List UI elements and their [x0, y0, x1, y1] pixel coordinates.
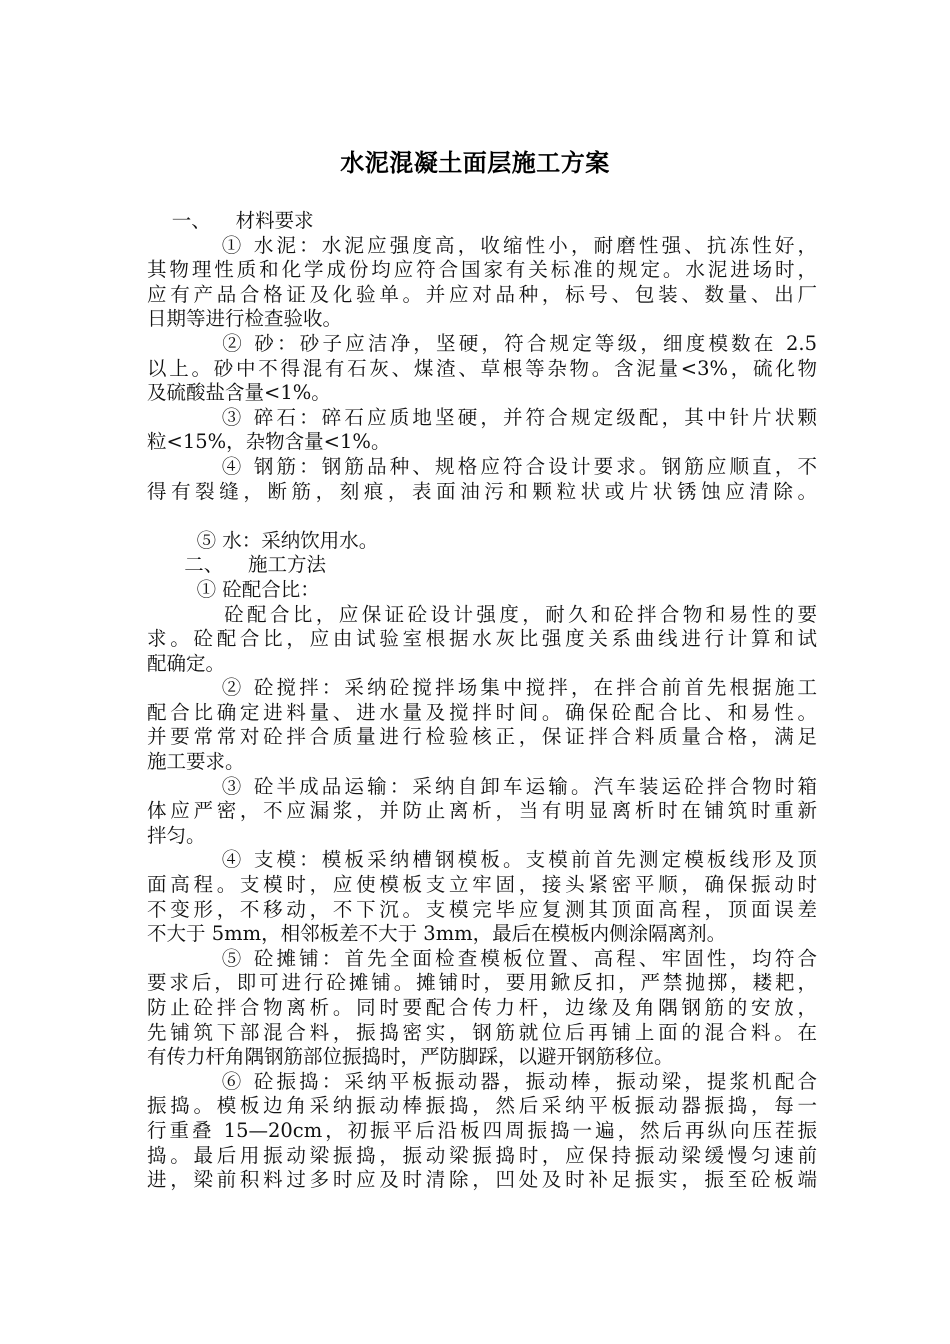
text-line: 振捣。模板边角采纳振动棒振捣，然后采纳平板振动器振捣，每一 [147, 1094, 817, 1118]
text-line: 配确定。 [147, 651, 226, 675]
document-title: 水泥混凝土面层施工方案 [340, 149, 610, 177]
text-line: 求。砼配合比，应由试验室根据水灰比强度关系曲线进行计算和试 [147, 627, 817, 651]
text-line: 施工要求。 [147, 750, 245, 774]
text-line: 及硫酸盐含量<1%。 [147, 381, 331, 405]
text-line: 先铺筑下部混合料，振捣密实，钢筋就位后再铺上面的混合料。在 [147, 1020, 817, 1044]
text-line: 防止砼拌合物离析。同时要配合传力杆，边缘及角隅钢筋的安放， [147, 996, 817, 1019]
blank-line [147, 504, 817, 529]
text-line: 捣。最后用振动梁振捣，振动梁振捣时，应保持振动梁缓慢匀速前 [147, 1143, 817, 1167]
text-line: 进，梁前积料过多时应及时清除，凹处及时补足振实，振至砼板端 [147, 1168, 817, 1192]
text-line: 体应严密，不应漏浆，并防止离析，当有明显离析时在铺筑时重新 [147, 799, 817, 823]
text-line: 不大于 5mm，相邻板差不大于 3mm，最后在模板内侧涂隔离剂。 [147, 922, 727, 946]
text-line: 面高程。支模时，应使模板支立牢固，接头紧密平顺，确保振动时 [147, 873, 817, 897]
text-line: ① 水泥：水泥应强度高，收缩性小，耐磨性强、抗冻性好， [147, 233, 817, 257]
text-line: ④ 支模：模板采纳槽钢模板。支模前首先测定模板线形及顶 [147, 848, 817, 872]
text-line: 粒<15%，杂物含量<1%。 [147, 430, 391, 454]
text-line: 得有裂缝，断筋，刻痕，表面油污和颗粒状或片状锈蚀应清除。 [147, 479, 817, 503]
text-line: 其物理性质和化学成份均应符合国家有关标准的规定。水泥进场时， [147, 258, 817, 282]
text-line: 以上。砂中不得混有石灰、煤渣、草根等杂物。含泥量<3%，硫化物 [147, 356, 817, 380]
text-line: ⑥ 砼振捣：采纳平板振动器，振动棒，振动梁，提浆机配合 [147, 1069, 817, 1093]
text-line: 砼配合比，应保证砼设计强度，耐久和砼拌合物和易性的要 [147, 602, 817, 626]
text-line: 配合比确定进料量、进水量及搅拌时间。确保砼配合比、和易性。 [147, 700, 817, 724]
text-line: ⑤ 水：采纳饮用水。 [147, 528, 379, 552]
section-heading: 二、 施工方法 [147, 553, 326, 577]
text-line: ② 砂：砂子应洁净，坚硬，符合规定等级，细度模数在 2.5 [147, 331, 817, 355]
text-line: 行重叠 15—20cm，初振平后沿板四周振捣一遍，然后再纵向压茬振 [147, 1118, 817, 1142]
section-heading: 一、 材料要求 [147, 209, 314, 232]
text-line: ③ 砼半成品运输：采纳自卸车运输。汽车装运砼拌合物时箱 [147, 774, 817, 798]
text-line: 应有产品合格证及化验单。并应对品种，标号、包装、数量、出厂 [147, 282, 817, 306]
text-line: 不变形，不移动，不下沉。支模完毕应复测其顶面高程，顶面误差 [147, 897, 817, 921]
text-line: ③ 碎石：碎石应质地坚硬，并符合规定级配，其中针片状颗 [147, 405, 817, 429]
text-line: ⑤ 砼摊铺：首先全面检查模板位置、高程、牢固性，均符合 [147, 946, 817, 970]
text-line: 拌匀。 [147, 823, 206, 847]
text-line: ② 砼搅拌：采纳砼搅拌场集中搅拌，在拌合前首先根据施工 [147, 676, 817, 700]
document-body [147, 209, 817, 1193]
text-line: ④ 钢筋：钢筋品种、规格应符合设计要求。钢筋应顺直，不 [147, 454, 817, 478]
text-line: 日期等进行检查验收。 [147, 307, 343, 331]
text-line: 并要常常对砼拌合质量进行检验核正，保证拌合料质量合格，满足 [147, 725, 817, 749]
text-line: 要求后，即可进行砼摊铺。摊铺时，要用鍁反扣，严禁抛掷，耧耙， [147, 971, 817, 995]
text-line: ① 砼配合比： [147, 577, 320, 601]
text-line: 有传力杆角隅钢筋部位振捣时，严防脚踩，以避开钢筋移位。 [147, 1045, 674, 1069]
